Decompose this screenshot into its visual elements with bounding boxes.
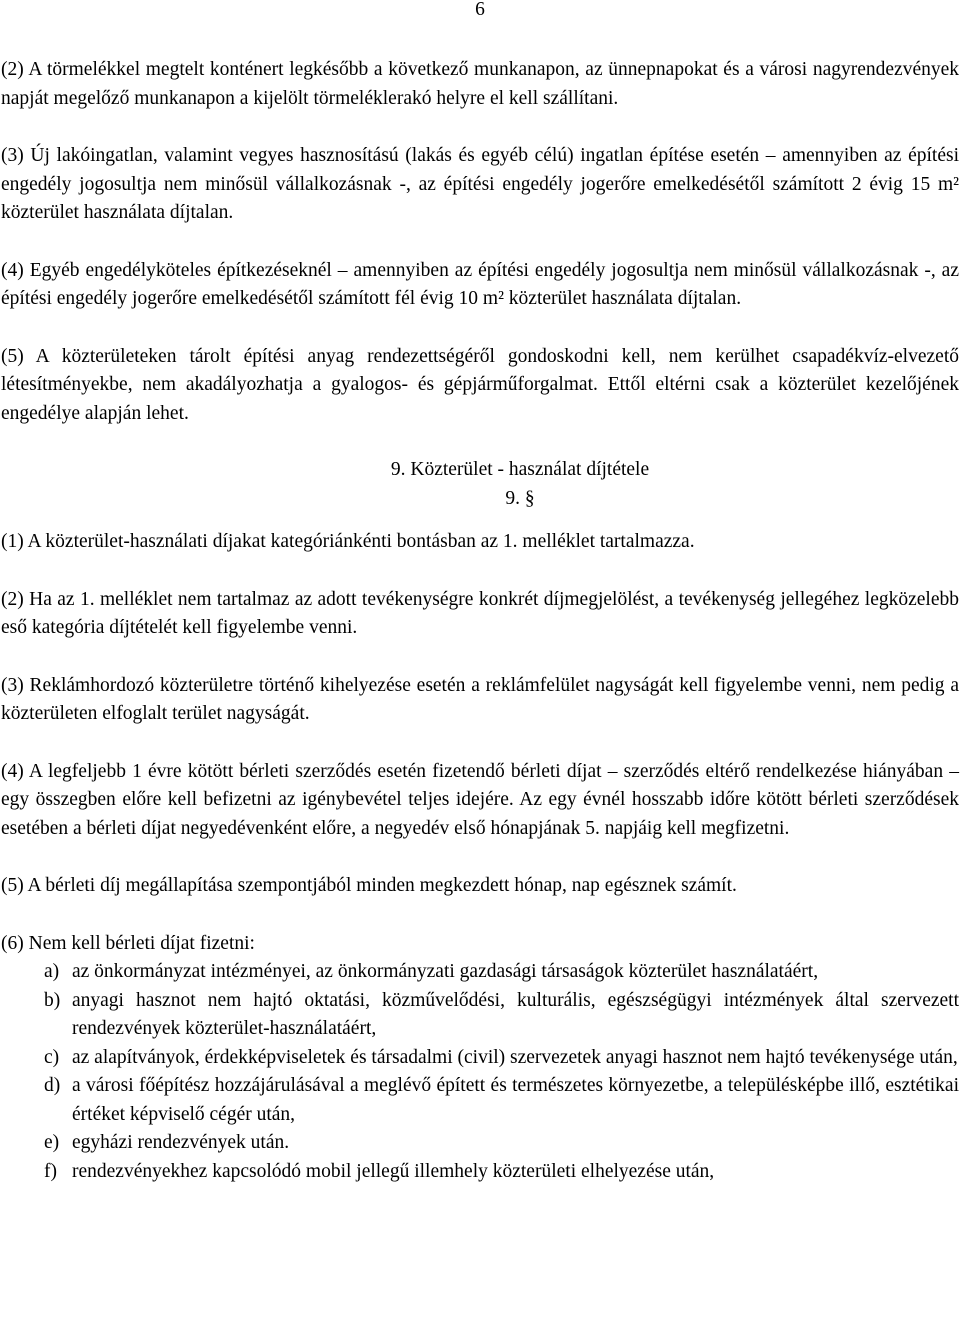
list-item-label: a) xyxy=(44,961,60,982)
paragraph-4-other-construction: (4) Egyéb engedélyköteles építkezéseknél – amennyiben az építési engedély jogosultja nem minősül vállalkozásnak -, az építési engedély jogerőre emelkedésétől számított fél évig 10 m² közterület használata díjtalan. xyxy=(1,259,959,309)
list-item xyxy=(1,1072,959,1129)
paragraph-fee-5: (5) A bérleti díj megállapítása szempontjából minden megkezdett hónap, nap egésznek számít. xyxy=(1,875,737,896)
paragraph-fee-1: (1) A közterület-használati díjakat kategóriánkénti bontásban az 1. melléklet tartalmazza. xyxy=(1,531,695,552)
list-item-label: b) xyxy=(44,989,61,1011)
page-number: 6 xyxy=(475,0,485,20)
list-item-label: c) xyxy=(44,1046,60,1068)
list-item-label: f) xyxy=(44,1160,57,1182)
document-body xyxy=(1,56,959,1186)
section-heading-block xyxy=(1,456,959,513)
section-number: 9. § xyxy=(505,487,535,509)
list-item-text: egyházi rendezvények után. xyxy=(72,1132,290,1153)
list-item-text: anyagi hasznot nem hajtó oktatási, közművelődési, kulturális, egészségügyi intézmények által szervezett rendezvények közterület-használatáért, xyxy=(72,989,959,1039)
list-item xyxy=(1,1158,959,1187)
paragraph-5-materials: (5) A közterületeken tárolt építési anyag rendezettségéről gondoskodni kell, nem kerülhet csapadékvíz-elvezető létesítményekbe, nem akadályozhatja a gyalogos- és gépjárműforgalmat. Ettől eltérni csak a közterület kezelőjének engedélye alapján lehet. xyxy=(1,345,959,424)
list-item xyxy=(1,987,959,1044)
section-heading: 9. Közterület - használat díjtétele xyxy=(390,459,650,480)
list-item-label: e) xyxy=(44,1132,60,1153)
paragraph-fee-2: (2) Ha az 1. melléklet nem tartalmaz az adott tevékenységre konkrét díjmegjelölést, a tevékenység jellegéhez legközelebb eső kategória díjtételét kell figyelembe venni. xyxy=(1,588,959,638)
list-item xyxy=(1,1129,959,1158)
list-item-text: az alapítványok, érdekképviseletek és társadalmi (civil) szervezetek anyagi hasznot nem hajtó tevékenysége után, xyxy=(72,1046,958,1068)
list-item xyxy=(1,1044,959,1073)
list-item-text: a városi főépítész hozzájárulásával a meglévő épített és természetes környezetbe, a településképbe illő, esztétikai értéket képviselő cégér után, xyxy=(72,1075,959,1125)
exemption-list xyxy=(1,958,959,1186)
paragraph-fee-6: (6) Nem kell bérleti díjat fizetni: xyxy=(1,932,255,954)
list-item-text: az önkormányzat intézményei, az önkormányzati gazdasági társaságok közterület használatáért, xyxy=(72,961,819,982)
list-item-text: rendezvényekhez kapcsolódó mobil jellegű illemhely közterületi elhelyezése után, xyxy=(72,1160,715,1182)
paragraph-fee-4: (4) A legfeljebb 1 évre kötött bérleti szerződés esetén fizetendő bérleti díjat – szerződés eltérő rendelkezése hiányában – egy összegben előre kell befizetni az igénybevétel teljes idejére. Az egy évnél hosszabb időre kötött bérleti szerződések esetében a bérleti díjat negyedévenként előre, a negyedév első hónapjának 5. napjáig kell megfizetni. xyxy=(1,760,959,839)
paragraph-fee-3: (3) Reklámhordozó közterületre történő kihelyezése esetén a reklámfelület nagyságát kell figyelembe venni, nem pedig a közterületen elfoglalt terület nagyságát. xyxy=(1,674,959,724)
list-item xyxy=(1,958,959,987)
paragraph-2-container: (2) A törmelékkel megtelt konténert legkésőbb a következő munkanapon, az ünnepnapokat és a városi nagyrendezvények napját megelőző munkanapon a kijelölt törmeléklerakó helyre el kell szállítani. xyxy=(1,59,959,109)
paragraph-3-building: (3) Új lakóingatlan, valamint vegyes hasznosítású (lakás és egyéb célú) ingatlan építése esetén – amennyiben az építési engedély jogosultja nem minősül vállalkozásnak -, az építési engedély jogerőre emelkedésétől számított 2 évig 15 m² közterület használata díjtalan. xyxy=(1,145,959,223)
list-item-label: d) xyxy=(44,1075,61,1096)
